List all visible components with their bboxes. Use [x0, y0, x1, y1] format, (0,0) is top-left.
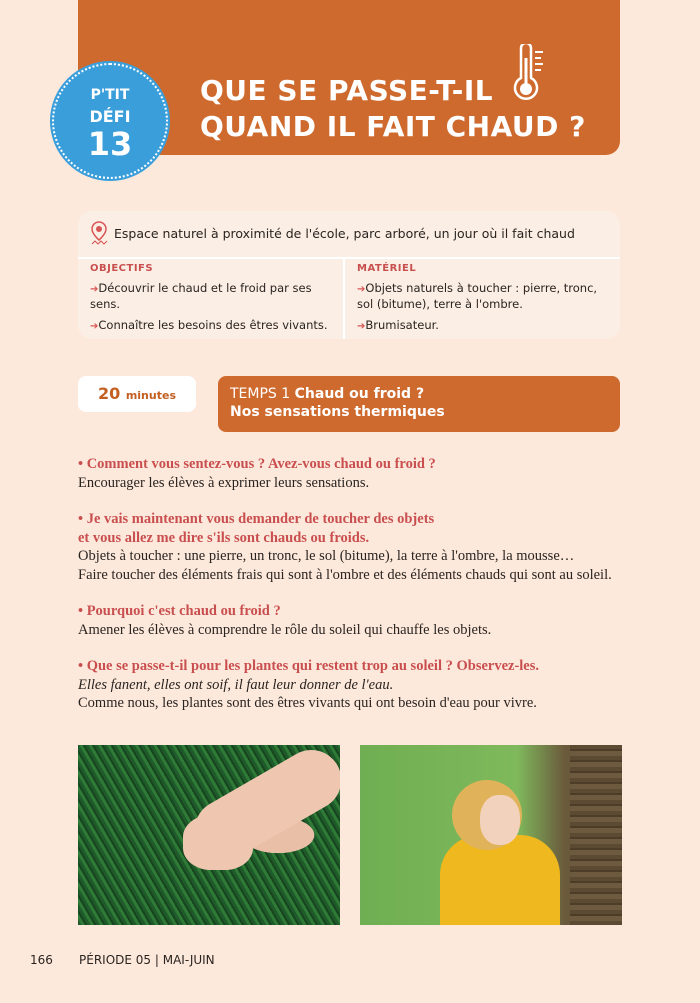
paragraph: Encourager les élèves à exprimer leurs sensations. — [78, 474, 370, 491]
question: • Comment vous sentez-vous ? Avez-vous chaud ou froid ? — [78, 456, 436, 472]
page-number: 166 — [30, 953, 53, 967]
info-card — [78, 211, 620, 339]
temps-label: TEMPS 1 — [230, 386, 291, 402]
question: • Pourquoi c'est chaud ou froid ? — [78, 603, 281, 619]
badge-line2: DÉFI — [89, 107, 131, 126]
content-block — [78, 455, 638, 492]
paragraph: Faire toucher des éléments frais qui sont à l'ombre et des éléments chauds qui sont au soleil. — [78, 566, 612, 583]
arrow-icon: ➔ — [90, 284, 99, 295]
thermometer-icon — [511, 44, 551, 104]
title-line1: QUE SE PASSE-T-IL — [200, 74, 494, 107]
content-block — [78, 510, 638, 584]
badge-line1: P'TIT — [90, 87, 130, 103]
palm-shape — [183, 815, 253, 870]
materiel-item: ➔Brumisateur. — [357, 318, 439, 332]
location-row — [78, 211, 620, 259]
italic-answer: Elles fanent, elles ont soif, il faut leur donner de l'eau. — [78, 676, 394, 693]
paragraph: Objets à toucher : une pierre, un tronc, le sol (bitume), la terre à l'ombre, la mousse… — [78, 548, 575, 564]
face-shape — [480, 795, 520, 845]
arrow-icon: ➔ — [357, 321, 366, 332]
photo-hand-on-grass — [78, 745, 340, 925]
arrow-icon: ➔ — [357, 284, 366, 295]
content-block — [78, 602, 638, 639]
objectifs-title: OBJECTIFS — [90, 263, 154, 274]
objectifs-section — [78, 259, 345, 339]
title-line2: QUAND IL FAIT CHAUD ? — [200, 110, 586, 143]
paragraph: Amener les élèves à comprendre le rôle du soleil qui chauffe les objets. — [78, 621, 492, 638]
badge-number: 13 — [87, 125, 133, 163]
duration-badge — [78, 376, 196, 412]
photo-child-touching-tree — [360, 745, 622, 925]
temps-subtitle: Nos sensations thermiques — [230, 404, 445, 420]
materiel-title: MATÉRIEL — [357, 263, 417, 274]
footer-section: PÉRIODE 05 | MAI-JUIN — [79, 953, 215, 967]
location-text: Espace naturel à proximité de l'école, parc arboré, un jour où il fait chaud — [114, 226, 575, 241]
materiel-section — [345, 259, 620, 339]
materiel-item: ➔Objets naturels à toucher : pierre, tronc, sol (bitume), terre à l'ombre. — [357, 281, 598, 311]
activity-content — [78, 455, 638, 731]
jacket-shape — [440, 835, 560, 925]
arrow-icon: ➔ — [90, 321, 99, 332]
defi-badge — [52, 63, 168, 179]
temps-title: Chaud ou froid ? — [294, 386, 425, 402]
question: • Que se passe-t-il pour les plantes qui restent trop au soleil ? Observez-les. — [78, 658, 540, 674]
page-title — [200, 73, 630, 145]
objectif-item: ➔Découvrir le chaud et le froid par ses sens. — [90, 281, 312, 311]
map-pin-icon — [90, 221, 108, 245]
paragraph: Comme nous, les plantes sont des êtres vivants qui ont besoin d'eau pour vivre. — [78, 695, 537, 711]
question: et vous allez me dire s'ils sont chauds ou froids. — [78, 529, 370, 546]
tree-trunk-shape — [570, 745, 622, 925]
temps-header — [218, 376, 620, 432]
objectif-item: ➔Connaître les besoins des êtres vivants. — [90, 318, 328, 332]
duration-unit: minutes — [125, 389, 176, 402]
question: • Je vais maintenant vous demander de toucher des objets — [78, 511, 435, 527]
duration-value: 20 — [97, 384, 121, 403]
content-block — [78, 657, 638, 713]
